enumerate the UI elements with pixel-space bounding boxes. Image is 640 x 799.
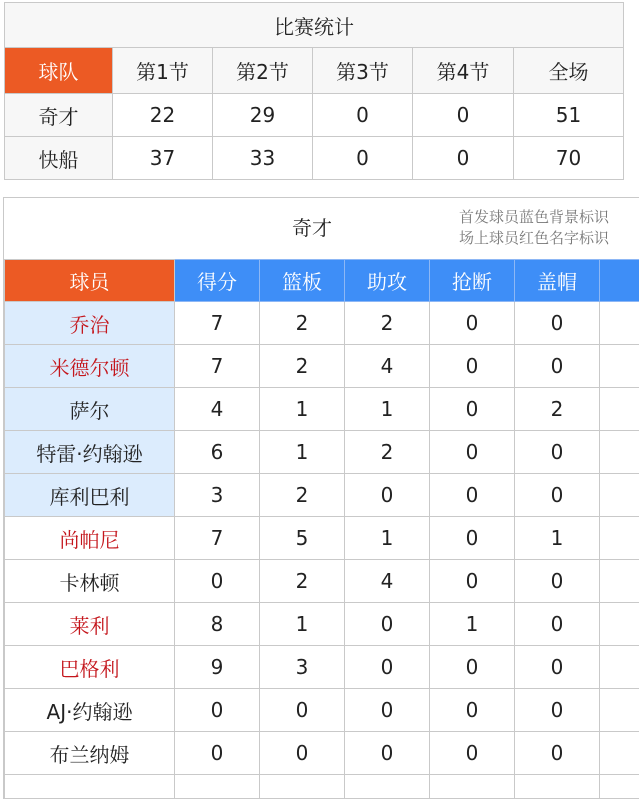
score-cell: 22 [113,94,213,137]
player-row [5,517,640,560]
player-name-cell: 卡林顿 [5,560,175,603]
summary-title: 比赛统计 [5,3,624,48]
stat-cell-overflow [600,388,640,431]
player-row [5,431,640,474]
header-more [600,260,640,302]
stat-cell: 1 [515,517,600,560]
stat-cell: 0 [260,732,345,775]
stat-cell: 1 [345,388,430,431]
stat-cell: 3 [260,646,345,689]
total-cell: 51 [514,94,624,137]
player-name-cell [5,775,175,799]
stat-cell: 0 [175,732,260,775]
player-stats-header [4,198,639,259]
stat-cell: 0 [515,474,600,517]
stat-cell: 7 [175,517,260,560]
player-row [5,689,640,732]
stat-cell: 0 [515,603,600,646]
player-row [5,732,640,775]
stat-cell-overflow [600,603,640,646]
stat-cell: 4 [175,388,260,431]
stat-cell [515,775,600,799]
player-name-cell: 库利巴利 [5,474,175,517]
stat-cell: 1 [430,603,515,646]
header-assists: 助攻 [345,260,430,302]
stat-cell: 2 [260,474,345,517]
stat-cell: 0 [430,689,515,732]
player-name-cell: 乔治 [5,302,175,345]
header-blocks: 盖帽 [515,260,600,302]
stat-cell: 2 [515,388,600,431]
summary-row-wizards [5,94,624,137]
stat-cell: 0 [345,603,430,646]
legend-note [459,207,609,249]
score-cell: 0 [313,137,413,180]
header-q3: 第3节 [313,48,413,94]
stat-cell: 7 [175,302,260,345]
stat-cell-overflow [600,775,640,799]
stat-cell: 6 [175,431,260,474]
stat-cell: 1 [260,603,345,646]
stat-cell: 0 [430,474,515,517]
stat-cell: 1 [260,388,345,431]
header-q4: 第4节 [413,48,514,94]
player-row [5,302,640,345]
player-header-row [5,260,640,302]
game-summary-table [4,2,624,180]
stat-cell: 2 [260,302,345,345]
total-cell: 70 [514,137,624,180]
stat-cell: 0 [515,302,600,345]
stat-cell: 4 [345,560,430,603]
header-points: 得分 [175,260,260,302]
stat-cell: 0 [515,646,600,689]
summary-row-clippers [5,137,624,180]
stat-cell: 0 [515,431,600,474]
team-name-cell: 奇才 [5,94,113,137]
player-name-cell: 米德尔顿 [5,345,175,388]
header-team: 球队 [5,48,113,94]
header-steals: 抢断 [430,260,515,302]
stat-cell: 0 [345,474,430,517]
player-stats-table [4,259,639,799]
stat-cell: 0 [430,302,515,345]
score-cell: 0 [413,137,514,180]
stat-cell: 0 [430,646,515,689]
player-name-cell: 布兰纳姆 [5,732,175,775]
legend-starter: 首发球员蓝色背景标识 [459,207,609,228]
stat-cell: 0 [430,560,515,603]
stat-cell: 2 [260,560,345,603]
stat-cell: 0 [260,689,345,732]
header-rebounds: 篮板 [260,260,345,302]
player-row [5,646,640,689]
stat-cell: 0 [515,345,600,388]
stat-cell: 0 [430,431,515,474]
player-row [5,474,640,517]
stat-cell-overflow [600,345,640,388]
player-name-cell: 巴格利 [5,646,175,689]
stat-cell: 0 [345,689,430,732]
score-cell: 29 [213,94,313,137]
stat-cell: 2 [260,345,345,388]
stat-cell: 7 [175,345,260,388]
stat-cell: 0 [175,689,260,732]
stat-cell-overflow [600,474,640,517]
stat-cell: 0 [515,560,600,603]
stat-cell-overflow [600,302,640,345]
stat-cell: 2 [345,431,430,474]
header-player: 球员 [5,260,175,302]
player-name-cell: AJ·约翰逊 [5,689,175,732]
stat-cell-overflow [600,431,640,474]
stat-cell: 5 [260,517,345,560]
player-row [5,388,640,431]
stat-cell [260,775,345,799]
player-name-cell: 萨尔 [5,388,175,431]
stat-cell-overflow [600,646,640,689]
player-stats-panel[interactable] [3,197,639,799]
player-name-cell: 特雷·约翰逊 [5,431,175,474]
stat-cell: 4 [345,345,430,388]
stat-cell: 1 [345,517,430,560]
stat-cell-overflow [600,517,640,560]
team-name-cell: 快船 [5,137,113,180]
stat-cell: 0 [430,345,515,388]
summary-header-row [5,48,624,94]
stat-cell: 3 [175,474,260,517]
header-q2: 第2节 [213,48,313,94]
score-cell: 37 [113,137,213,180]
stat-cell: 9 [175,646,260,689]
player-row [5,603,640,646]
stat-cell [175,775,260,799]
header-q1: 第1节 [113,48,213,94]
legend-oncourt: 场上球员红色名字标识 [459,228,609,249]
stat-cell: 0 [345,646,430,689]
stat-cell: 2 [345,302,430,345]
stat-cell-overflow [600,689,640,732]
header-total: 全场 [514,48,624,94]
player-row [5,345,640,388]
player-stats-team-title: 奇才 [4,198,620,259]
stat-cell-overflow [600,560,640,603]
stat-cell: 0 [430,732,515,775]
stat-cell: 0 [515,689,600,732]
score-cell: 33 [213,137,313,180]
stat-cell: 1 [260,431,345,474]
stat-cell: 0 [175,560,260,603]
stat-cell: 0 [345,732,430,775]
stat-cell: 8 [175,603,260,646]
player-row [5,775,640,799]
stat-cell [345,775,430,799]
stat-cell: 0 [430,388,515,431]
player-name-cell: 莱利 [5,603,175,646]
stat-cell-overflow [600,732,640,775]
stat-cell: 0 [515,732,600,775]
stat-cell: 0 [430,517,515,560]
score-cell: 0 [413,94,514,137]
player-row [5,560,640,603]
score-cell: 0 [313,94,413,137]
player-name-cell: 尚帕尼 [5,517,175,560]
stat-cell [430,775,515,799]
